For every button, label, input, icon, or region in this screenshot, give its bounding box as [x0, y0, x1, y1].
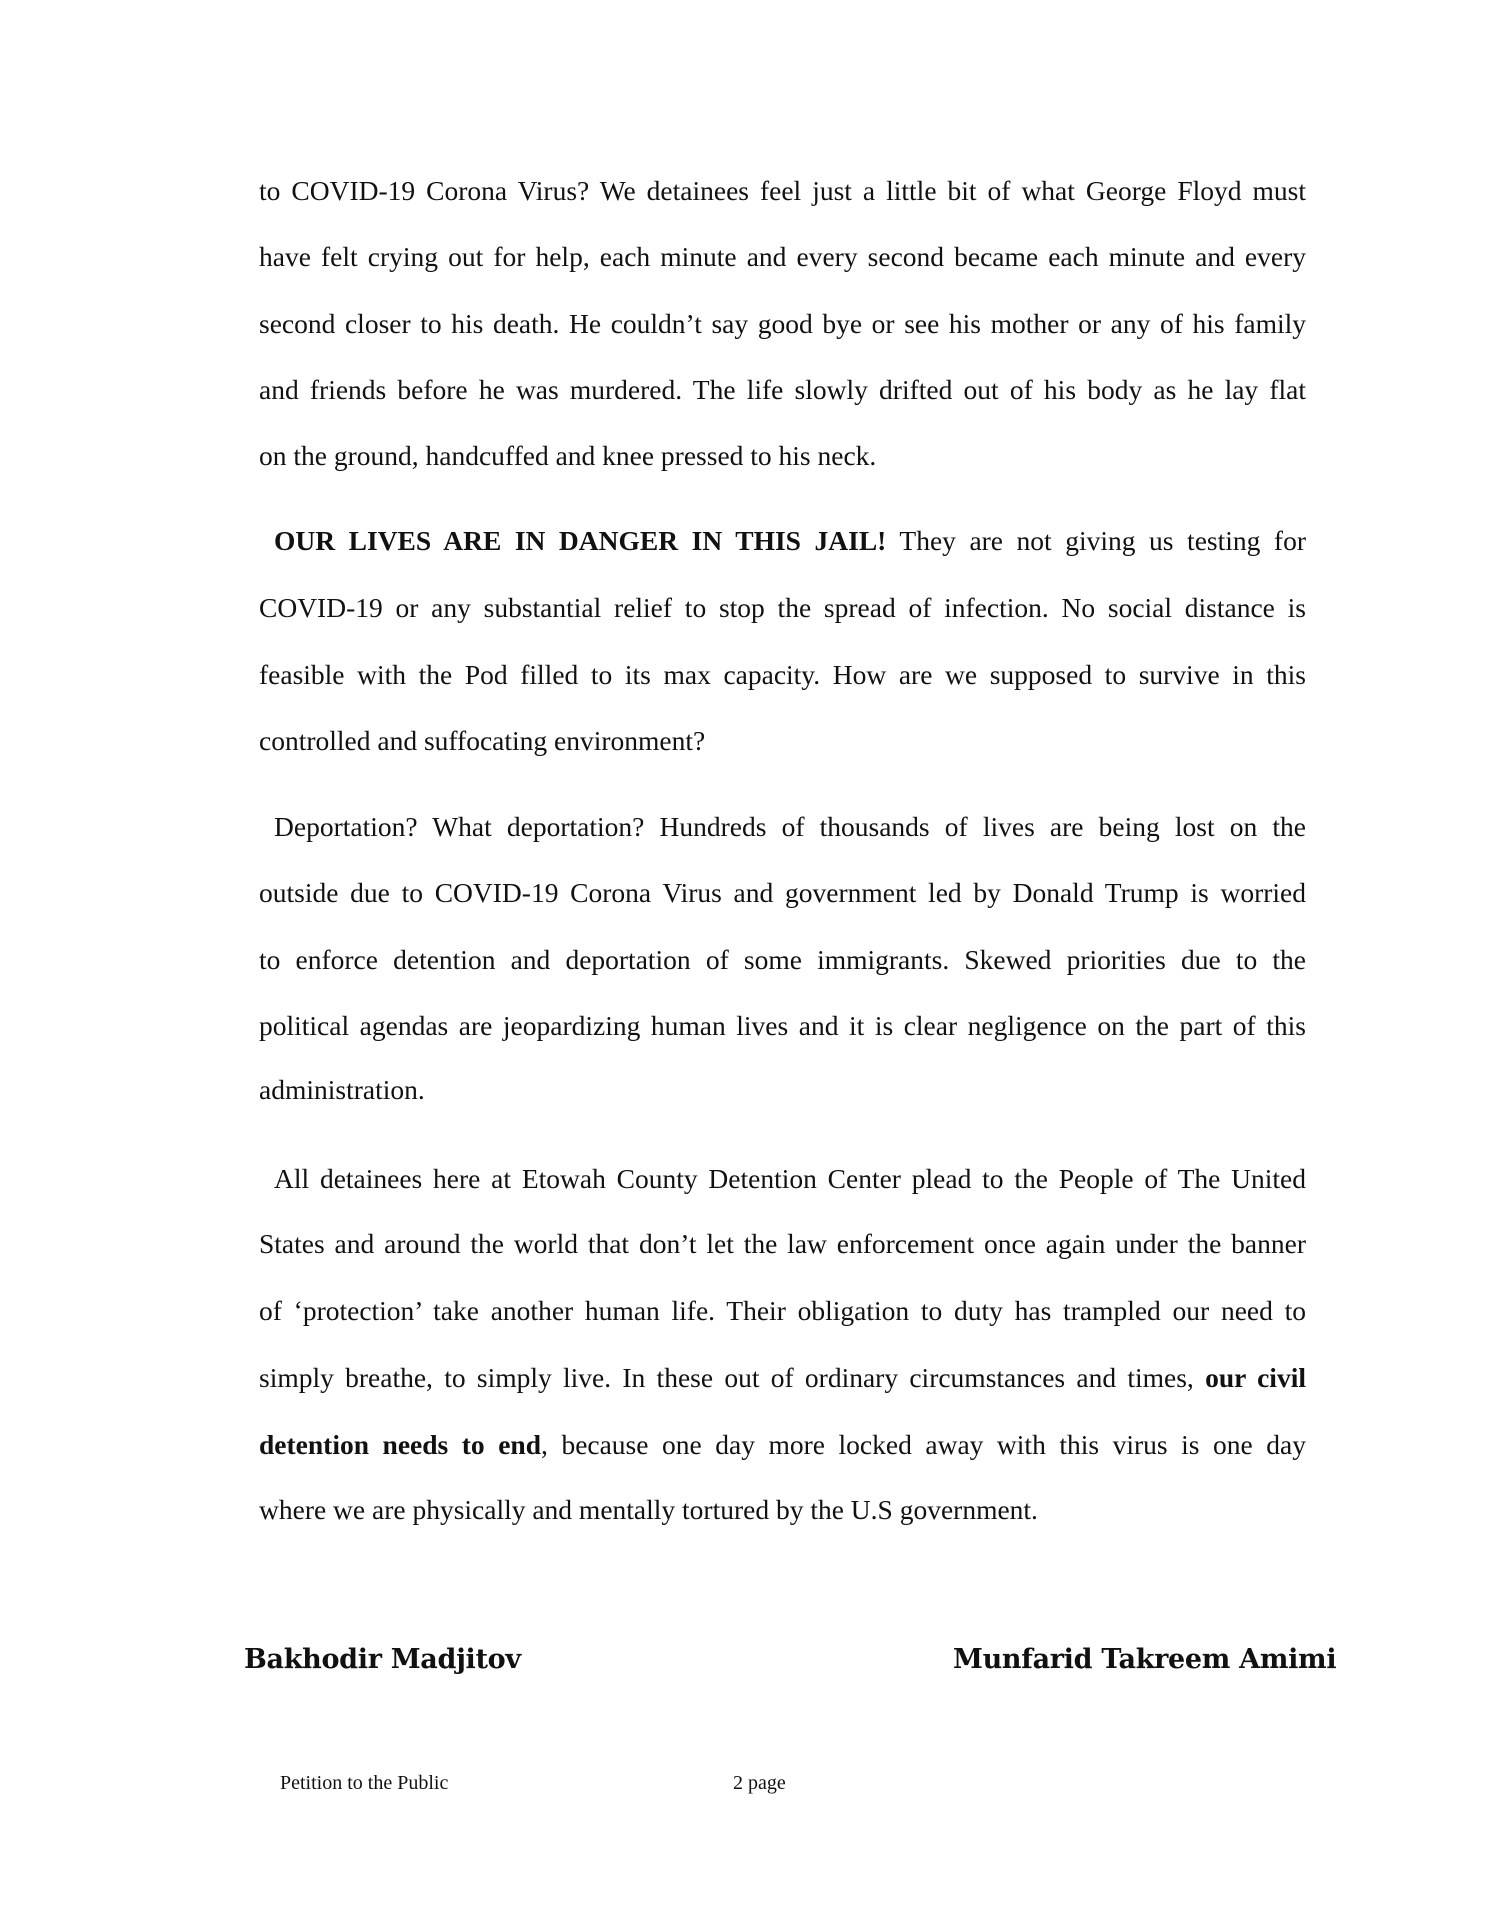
paragraph-4-line-4 [259, 1361, 1306, 1395]
paragraph-2-line-4: controlled and suffocating environment? [259, 725, 706, 756]
paragraph-3-line-2: outside due to COVID-19 Corona Virus and government led by Donald Trump is worried [259, 877, 1306, 908]
danger-heading: OUR LIVES ARE IN DANGER IN THIS JAIL! [274, 525, 887, 556]
paragraph-1-line-5: on the ground, handcuffed and knee pressed to his neck. [259, 440, 877, 471]
footer-title: Petition to the Public [280, 1772, 449, 1794]
paragraph-1-line-2: have felt crying out for help, each minute and every second became each minute and every [259, 241, 1306, 272]
paragraph-4-line-6: where we are physically and mentally tortured by the U.S government. [259, 1494, 1038, 1525]
paragraph-3-line-5: administration. [259, 1074, 425, 1105]
paragraph-4-line-5 [259, 1428, 1306, 1462]
paragraph-1-line-3: second closer to his death. He couldn’t say good bye or see his mother or any of his family [259, 308, 1306, 339]
paragraph-3-line-1: Deportation? What deportation? Hundreds of thousands of lives are being lost on the [274, 811, 1306, 842]
paragraph-1-line-1: to COVID-19 Corona Virus? We detainees feel just a little bit of what George Floyd must [259, 175, 1306, 206]
paragraph-4-line-5-rest: , because one day more locked away with this virus is one day [541, 1429, 1306, 1460]
paragraph-2-line-2: COVID-19 or any substantial relief to stop the spread of infection. No social distance is [259, 592, 1306, 623]
paragraph-1-line-4: and friends before he was murdered. The life slowly drifted out of his body as he lay flat [259, 374, 1306, 405]
paragraph-2-line-3: feasible with the Pod filled to its max capacity. How are we supposed to survive in this [259, 659, 1306, 690]
paragraph-4-line-3: of ‘protection’ take another human life. Their obligation to duty has trampled our need to [259, 1295, 1306, 1326]
civil-detention-emphasis-2: detention needs to end [259, 1429, 542, 1460]
signature-right: Munfarid Takreem Amimi [953, 1644, 1337, 1675]
civil-detention-emphasis-1: our civil [1205, 1362, 1306, 1393]
paragraph-3-line-4: political agendas are jeopardizing human lives and it is clear negligence on the part of this [259, 1010, 1306, 1041]
signature-left: Bakhodir Madjitov [244, 1644, 521, 1675]
paragraph-2-line-1-rest: They are not giving us testing for [886, 525, 1306, 556]
paragraph-4-line-4-text: simply breathe, to simply live. In these out of ordinary circumstances and times, [259, 1362, 1206, 1393]
paragraph-3-line-3: to enforce detention and deportation of some immigrants. Skewed priorities due to the [259, 944, 1306, 975]
paragraph-2-line-1 [259, 524, 1306, 558]
paragraph-4-line-2: States and around the world that don’t let the law enforcement once again under the banner [259, 1228, 1306, 1259]
page-number: 2 page [733, 1772, 786, 1794]
paragraph-4-line-1: All detainees here at Etowah County Detention Center plead to the People of The United [274, 1163, 1306, 1194]
